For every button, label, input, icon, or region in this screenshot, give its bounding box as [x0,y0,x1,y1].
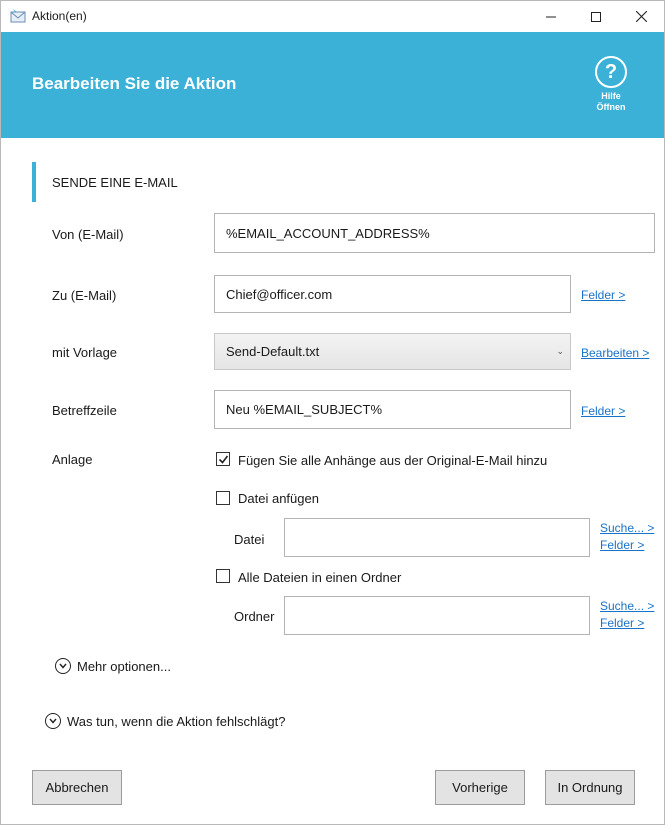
maximize-icon [591,12,601,22]
chevron-down-circle-icon [55,658,71,674]
template-select-value: Send-Default.txt [226,344,320,359]
all-files-folder-label: Alle Dateien in einen Ordner [238,570,402,585]
all-files-folder-checkbox[interactable] [216,569,230,583]
app-envelope-icon [10,9,26,23]
template-label: mit Vorlage [52,345,118,360]
close-icon [636,11,647,22]
minimize-icon [546,12,556,22]
page-title: Bearbeiten Sie die Aktion [32,74,237,93]
template-edit-link[interactable]: Bearbeiten > [581,346,650,360]
previous-button[interactable]: Vorherige [435,770,525,805]
folder-label: Ordner [234,609,275,624]
more-options-label: Mehr optionen... [77,658,171,674]
to-label: Zu (E-Mail) [52,288,117,303]
file-fields-link[interactable]: Felder > [600,538,645,552]
on-failure-label: Was tun, wenn die Aktion fehlschlägt? [67,713,286,729]
help-question-icon: ? [595,56,627,88]
template-select[interactable] [214,333,571,370]
folder-fields-link[interactable]: Felder > [600,616,645,630]
window-title: Aktion(en) [32,9,87,23]
file-input[interactable] [284,518,590,557]
ok-button[interactable]: In Ordnung [545,770,635,805]
checkmark-icon [218,454,229,465]
close-button[interactable] [618,1,664,32]
maximize-button[interactable] [573,1,619,32]
help-label-line2: Öffnen [596,102,626,112]
from-label: Von (E-Mail) [52,227,124,242]
dialog-header [1,32,664,138]
cancel-button[interactable]: Abbrechen [32,770,122,805]
from-email-input[interactable]: %EMAIL_ACCOUNT_ADDRESS% [214,213,655,253]
minimize-button[interactable] [528,1,574,32]
chevron-down-circle-icon [45,713,61,729]
attach-file-label: Datei anfügen [238,491,319,506]
chevron-down-icon: ⌄ [556,346,564,356]
on-failure-expander[interactable] [45,713,285,729]
help-label-line1: Hilfe [601,91,621,101]
section-title: SENDE EINE E-MAIL [52,175,178,190]
attach-file-checkbox[interactable] [216,491,230,505]
subject-label: Betreffzeile [52,403,117,418]
subject-input[interactable]: Neu %EMAIL_SUBJECT% [214,390,571,429]
add-all-attachments-label: Fügen Sie alle Anhänge aus der Original-E-Mail hinzu [238,453,548,468]
subject-fields-link[interactable]: Felder > [581,404,626,418]
add-all-attachments-checkbox[interactable] [216,452,230,466]
section-accent-bar [32,162,36,202]
file-search-link[interactable]: Suche... > [600,521,655,535]
title-bar [1,1,664,32]
to-fields-link[interactable]: Felder > [581,288,626,302]
file-label: Datei [234,532,265,547]
folder-search-link[interactable]: Suche... > [600,599,655,613]
help-button[interactable] [589,56,633,113]
folder-input[interactable] [284,596,590,635]
attachment-label: Anlage [52,452,93,467]
to-email-input[interactable]: Chief@officer.com [214,275,571,313]
more-options-expander[interactable] [55,658,171,674]
